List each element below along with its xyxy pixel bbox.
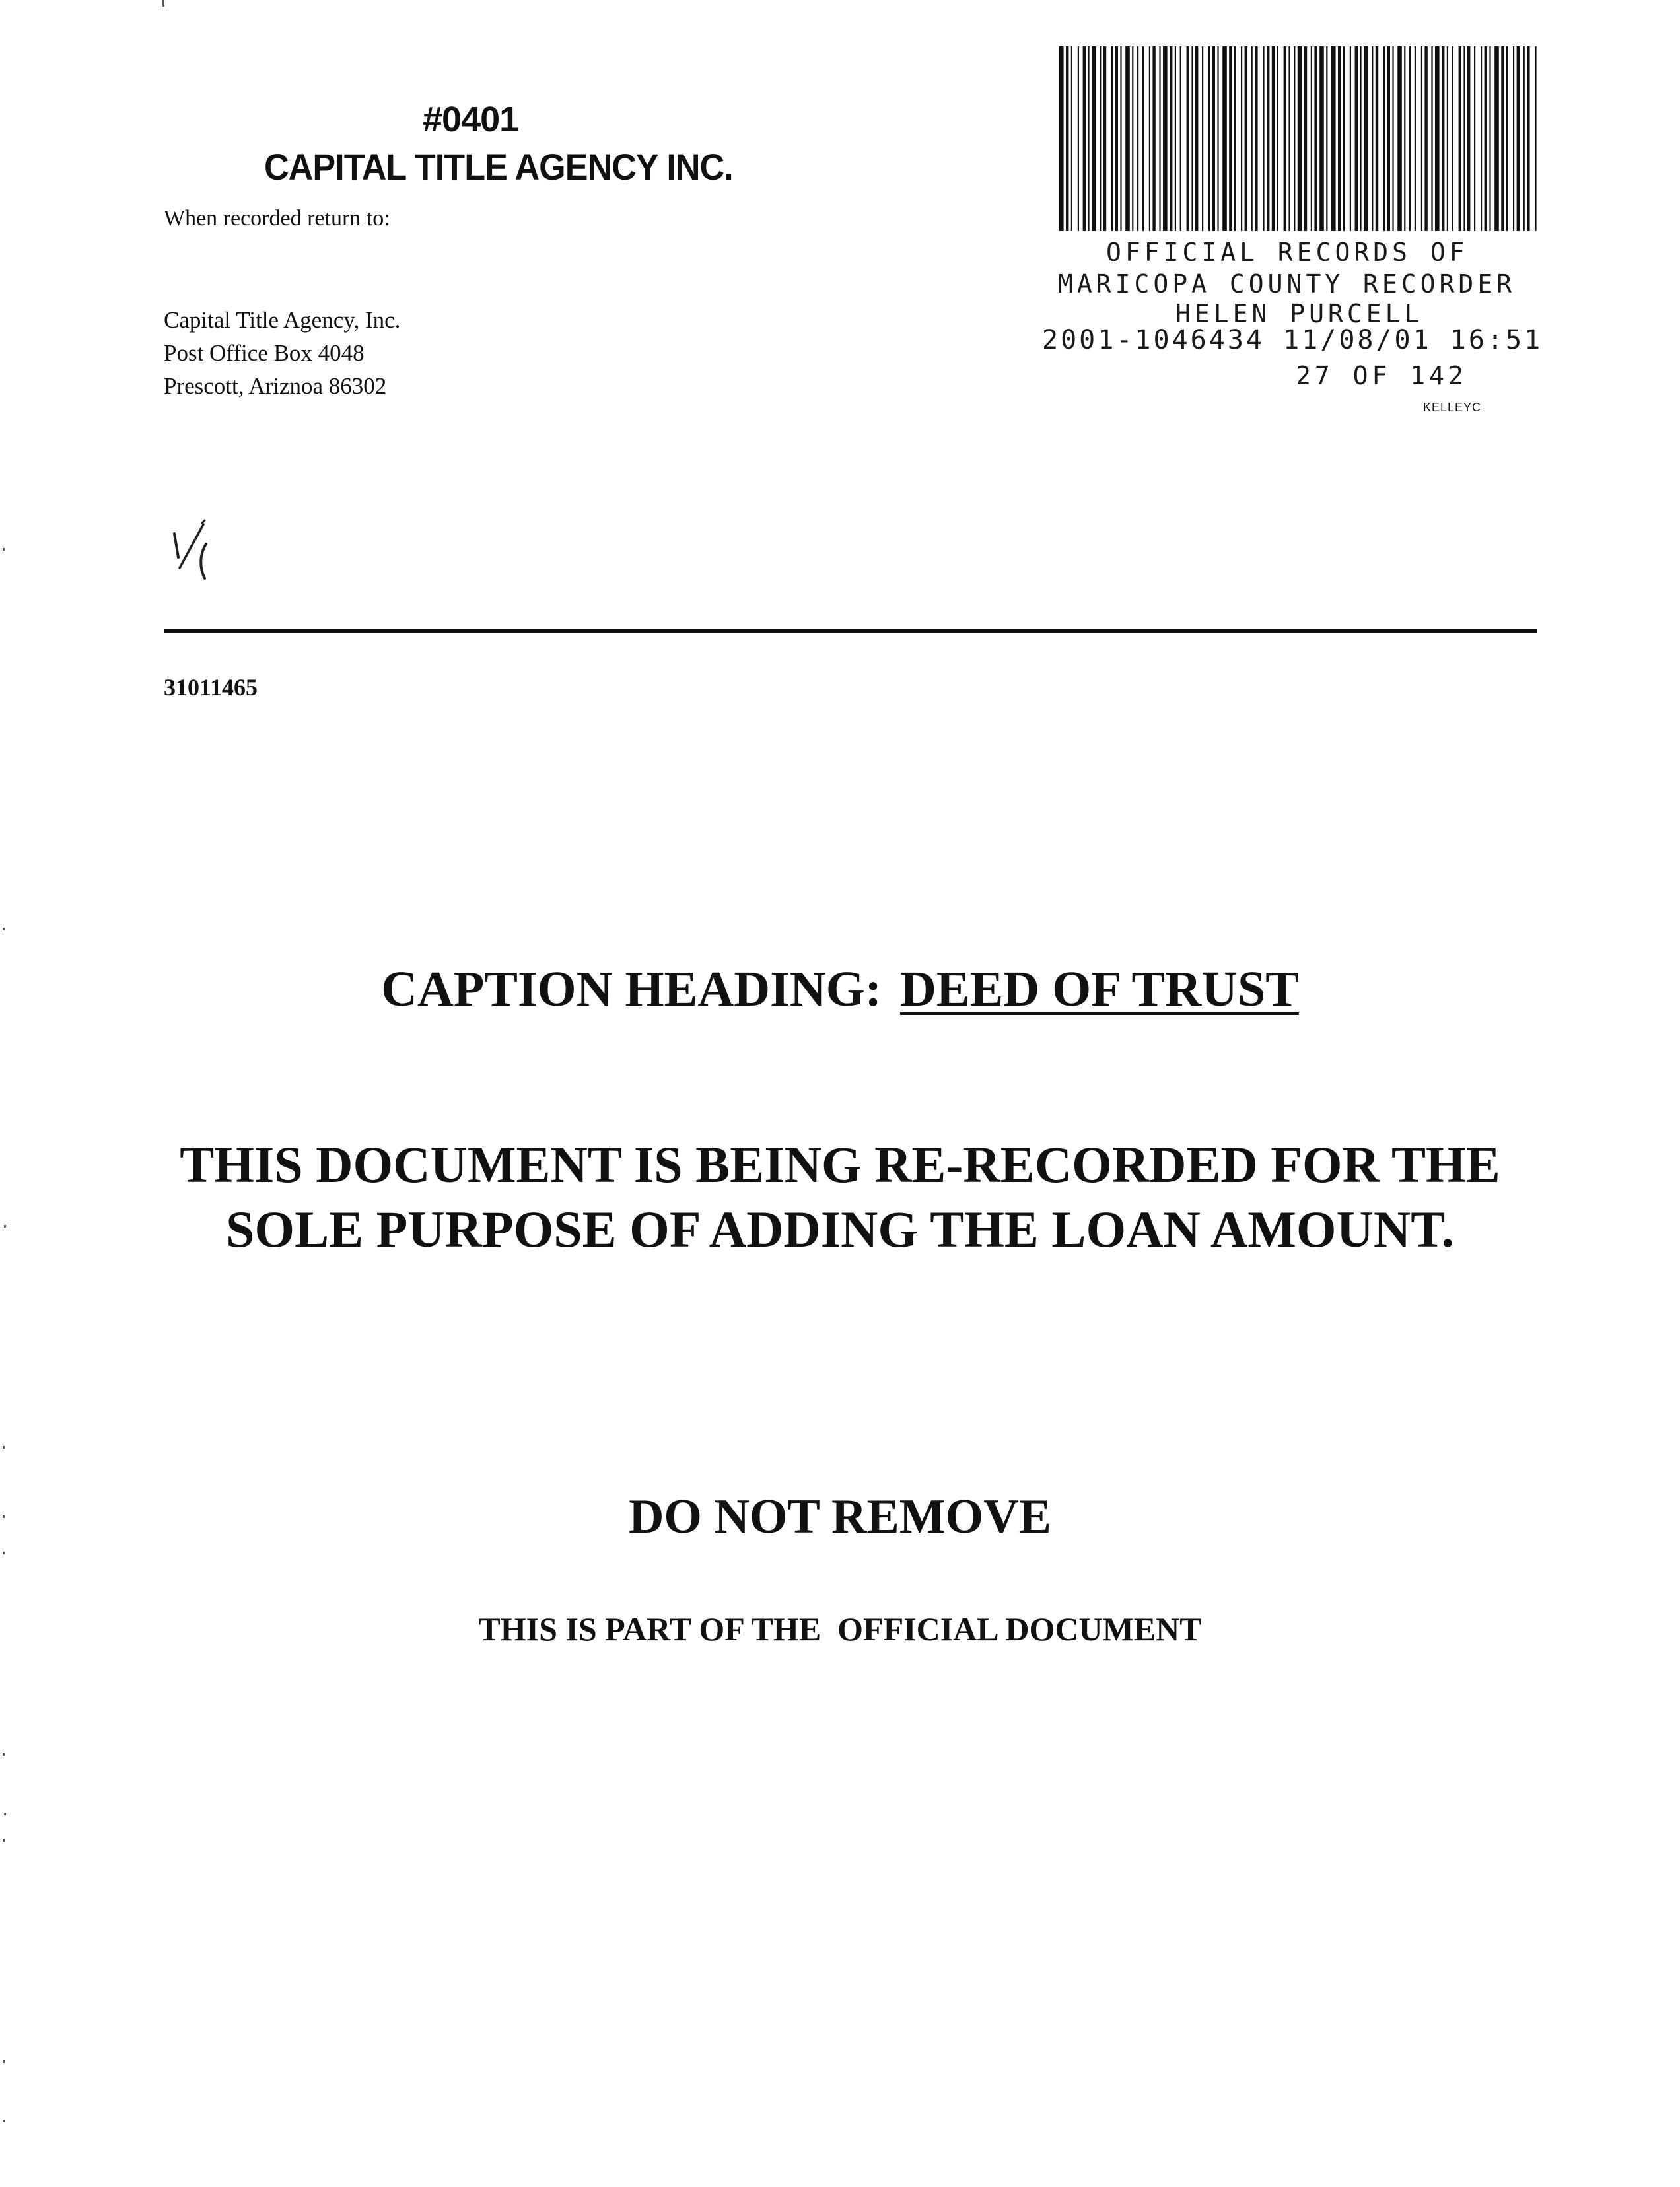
return-label: When recorded return to: [164,206,390,230]
scan-speck [3,1515,5,1518]
official-document-note: THIS IS PART OF THE OFFICIAL DOCUMENT [478,1611,1202,1648]
scan-speck [4,1813,6,1815]
scan-speck [3,2120,5,2122]
notice-line-2: SOLE PURPOSE OF ADDING THE LOAN AMOUNT. [226,1200,1454,1258]
handwritten-mark-icon [165,515,238,588]
stamp-company-name: CAPITAL TITLE AGENCY INC. [264,146,733,188]
scan-speck [3,548,5,551]
caption-label: CAPTION HEADING: [381,961,882,1017]
barcode-icon [1057,46,1539,244]
recording-number: 2001-1046434 11/08/01 16:51 [1042,325,1543,355]
scan-speck [3,1839,5,1842]
file-number: 31011465 [164,674,258,701]
recorder-line-2: MARICOPA COUNTY RECORDER [1058,269,1516,298]
notice-line-1: THIS DOCUMENT IS BEING RE-RECORDED FOR THE [180,1136,1500,1193]
scan-speck [3,928,5,930]
caption-heading [0,961,1680,1018]
re-recording-notice [0,1132,1680,1262]
scan-speck [162,0,164,7]
stamp-number: #0401 [423,100,519,139]
page-count: 27 OF 142 [1296,361,1467,390]
scan-speck [3,1446,5,1449]
scan-speck [4,1225,6,1228]
address-line-1: Capital Title Agency, Inc. [164,307,401,333]
scan-speck [3,2060,5,2063]
recorder-line-1: OFFICIAL RECORDS OF [1106,238,1469,267]
caption-value: DEED OF TRUST [900,961,1299,1017]
do-not-remove-heading: DO NOT REMOVE [628,1490,1052,1544]
scan-speck [3,1552,5,1554]
recorder-line-3: HELEN PURCELL [1175,299,1424,328]
recorder-clerk: KELLEYC [1423,401,1482,414]
address-line-2: Post Office Box 4048 [164,340,365,366]
return-address [164,304,400,403]
scan-speck [3,1753,5,1756]
address-line-3: Prescott, Ariznoa 86302 [164,373,387,399]
horizontal-divider [164,629,1537,633]
